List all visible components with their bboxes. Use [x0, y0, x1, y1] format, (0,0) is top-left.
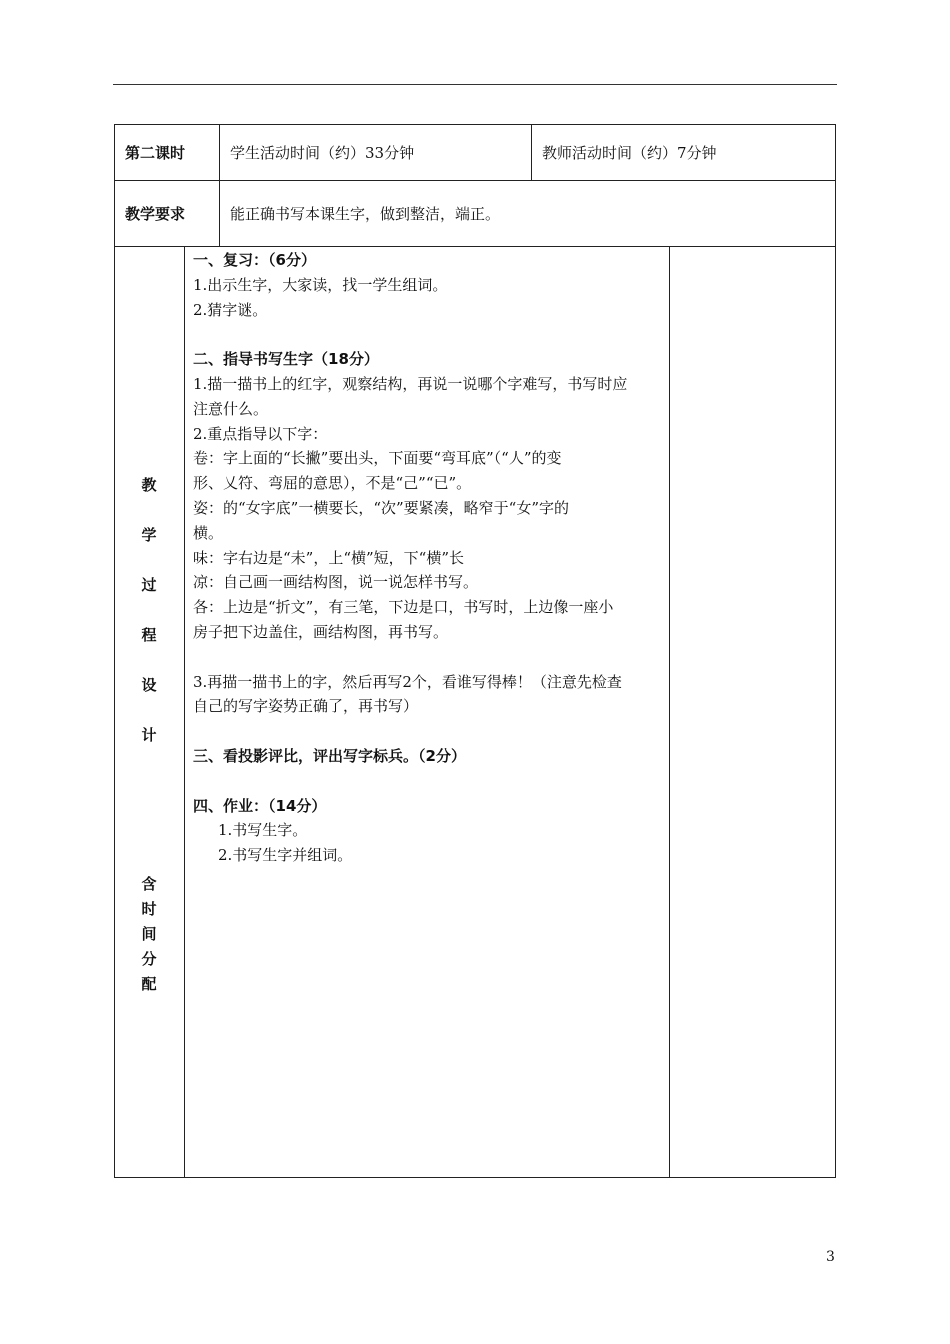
process-notes-cell	[669, 246, 836, 1178]
content-line: 味：字右边是“未”，上“横”短，下“横”长	[193, 548, 465, 567]
label-char: 教	[141, 476, 157, 494]
requirements-text: 能正确书写本课生字，做到整洁，端正。	[230, 205, 501, 223]
spacer	[193, 322, 665, 347]
sub-label-char: 含	[141, 875, 157, 893]
content-line: 横。	[193, 523, 224, 542]
sub-label-char: 时	[141, 900, 157, 918]
spacer	[193, 769, 665, 794]
label-char: 设	[141, 676, 157, 694]
content-line: 注意什么。	[193, 399, 269, 418]
content-line: 形、乂符、弯屈的意思），不是“己”“已”。	[193, 474, 472, 493]
student-time: 学生活动时间（约）33分钟	[230, 144, 415, 162]
header-rule	[113, 84, 837, 85]
content-line: 1.书写生字。	[218, 821, 308, 840]
requirements-text-cell	[219, 180, 836, 247]
sub-label-char: 间	[141, 925, 157, 943]
section-title: 一、复习：（6分）	[193, 251, 316, 269]
content-line: 自己的写字姿势正确了，再书写）	[193, 697, 419, 716]
lesson-content	[193, 248, 665, 868]
content-line: 3.再描一描书上的字，然后再写2个，看谁写得棒！（注意先检查	[193, 672, 622, 691]
content-line: 2.重点指导以下字：	[193, 424, 328, 443]
section-title: 四、作业：（14分）	[193, 796, 327, 815]
section-title: 二、指导书写生字（18分）	[193, 350, 379, 369]
teacher-time-cell	[531, 124, 836, 181]
label-char: 程	[141, 626, 157, 644]
content-line: 1.描一描书上的红字，观察结构，再说一说哪个字难写，书写时应	[193, 374, 628, 393]
spacer	[193, 645, 665, 670]
content-line: 房子把下边盖住，画结构图，再书写。	[193, 622, 449, 641]
sub-label-char: 配	[141, 975, 157, 993]
requirements-label: 教学要求	[125, 205, 186, 223]
content-line: 卷：字上面的“长撇”要出头，下面要“弯耳底”（“人”的变	[193, 449, 562, 468]
content-line: 姿：的“女字底”一横要长，“次”要紧凑，略窄于“女”字的	[193, 498, 570, 517]
content-line: 各：上边是“折文”，有三笔，下边是口，书写时，上边像一座小	[193, 598, 614, 617]
label-char: 计	[141, 726, 157, 744]
spacer	[193, 719, 665, 744]
content-line: 凉：自己画一画结构图，说一说怎样书写。	[193, 573, 479, 592]
content-line: 1.出示生字，大家读，找一学生组词。	[193, 275, 448, 294]
lesson-label: 第二课时	[125, 144, 186, 162]
process-label-cell	[114, 246, 185, 1178]
teacher-time: 教师活动时间（约）7分钟	[542, 144, 717, 162]
requirements-label-cell	[114, 180, 220, 247]
page-number: 3	[826, 1249, 835, 1265]
label-char: 学	[141, 526, 157, 544]
student-time-cell	[219, 124, 532, 181]
sub-label-char: 分	[141, 950, 157, 968]
content-line: 2.书写生字并组词。	[218, 846, 353, 865]
lesson-cell	[114, 124, 220, 181]
section-title: 三、看投影评比，评出写字标兵。（2分）	[193, 746, 466, 765]
content-line: 2.猜字谜。	[193, 300, 268, 319]
label-char: 过	[141, 576, 157, 594]
